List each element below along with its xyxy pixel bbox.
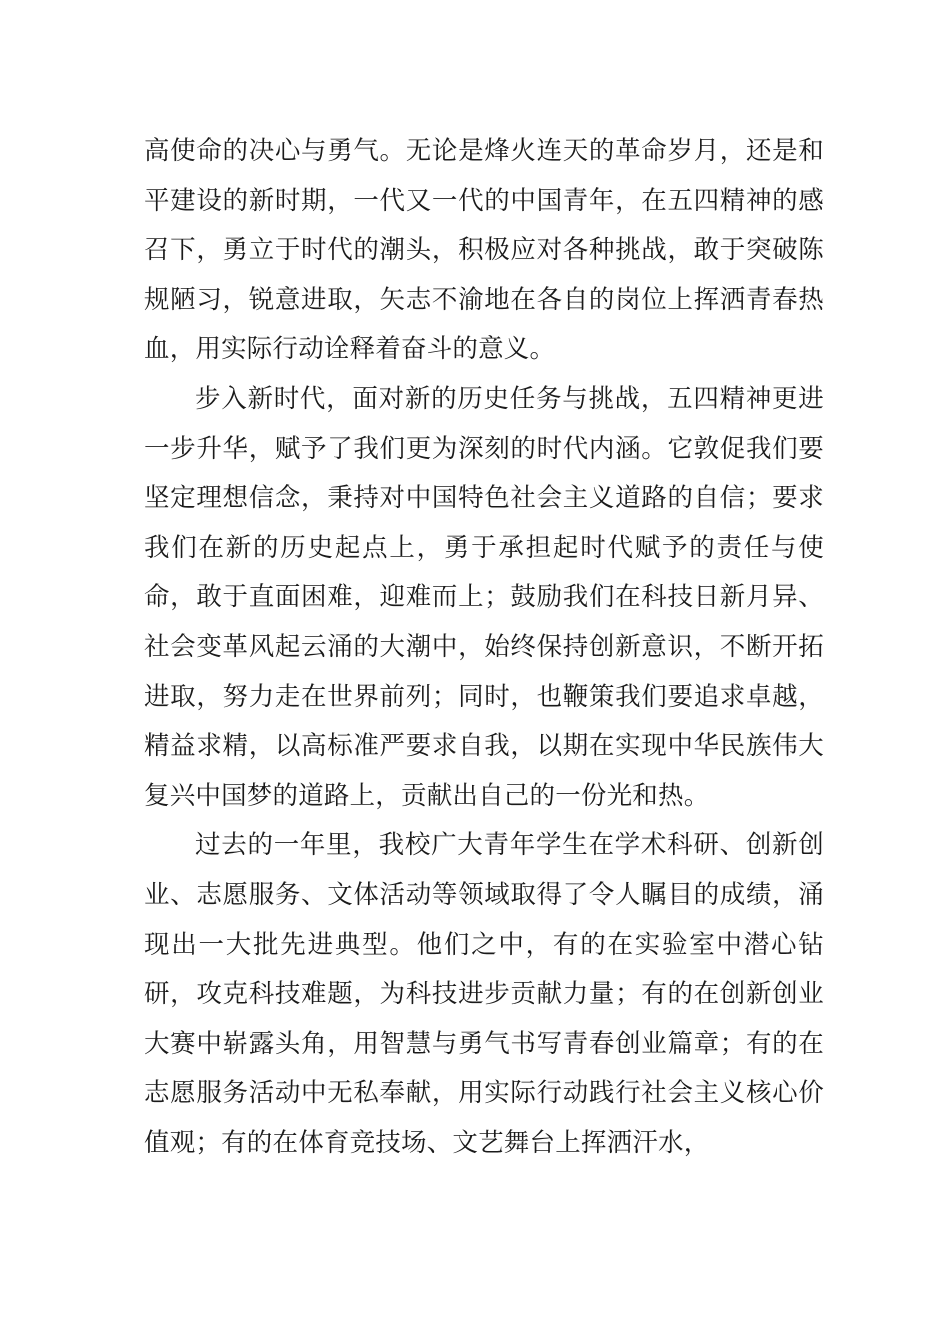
paragraph-3: 过去的一年里，我校广大青年学生在学术科研、创新创业、志愿服务、文体活动等领域取得了令人瞩目的成绩，涌现出一大批先进典型。他们之中，有的在实验室中潜心钻研，攻克科技难题，为科技进步贡献力量；有的在创新创业大赛中崭露头角，用智慧与勇气书写青春创业篇章；有的在志愿服务活动中无私奉献，用实际行动践行社会主义核心价值观；有的在体育竞技场、文艺舞台上挥洒汗水， — [144, 830, 824, 1158]
document-page — [144, 127, 824, 1168]
paragraph-2: 步入新时代，面对新的历史任务与挑战，五四精神更进一步升华，赋予了我们更为深刻的时代内涵。它敦促我们要坚定理想信念，秉持对中国特色社会主义道路的自信；要求我们在新的历史起点上，勇于承担起时代赋予的责任与使命，敢于直面困难，迎难而上；鼓励我们在科技日新月异、社会变革风起云涌的大潮中，始终保持创新意识，不断开拓进取，努力走在世界前列；同时，也鞭策我们要追求卓越，精益求精，以高标准严要求自我，以期在实现中华民族伟大复兴中国梦的道路上，贡献出自己的一份光和热。 — [144, 383, 824, 811]
paragraph-1: 高使命的决心与勇气。无论是烽火连天的革命岁月，还是和平建设的新时期，一代又一代的中国青年，在五四精神的感召下，勇立于时代的潮头，积极应对各种挑战，敢于突破陈规陋习，锐意进取，矢志不渝地在各自的岗位上挥洒青春热血，用实际行动诠释着奋斗的意义。 — [144, 136, 824, 365]
